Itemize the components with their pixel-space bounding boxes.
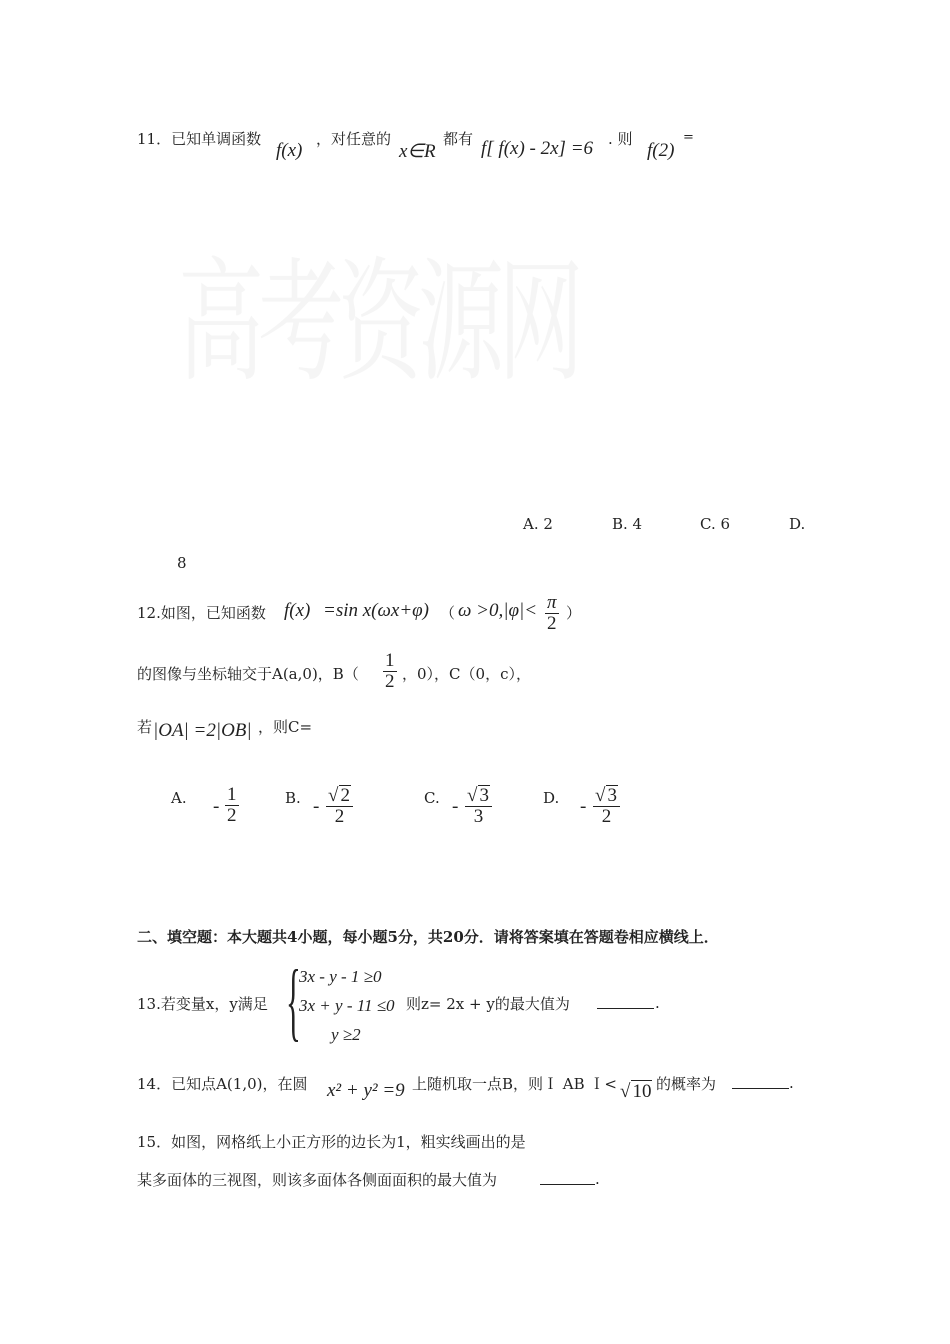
q11-fx: f(x) [276,140,303,161]
q11-equals: = [683,130,694,145]
q11-option-a: A. 2 [523,515,553,533]
watermark [178,215,578,407]
q13-constraints [299,962,395,1049]
q11-f2: f(2) [647,140,675,161]
q12-option-c-den: 3 [473,805,484,827]
q12-option-a-label: A. [171,789,187,807]
q11-option-d: D. [789,515,806,533]
q13-brace: { [286,953,301,1050]
q12-option-d-num: √ 3 [593,785,620,807]
q12-option-a-value [225,785,239,826]
q15-end: . [595,1170,600,1188]
q14-suffix: 的概率为 [656,1075,717,1093]
q12-two: 2 [547,612,557,634]
q14-end: . [789,1074,794,1092]
q15-line-2: 某多面体的三视图，则该多面体各侧面面积的最大值为 [137,1171,498,1189]
q12-condition: ω >0,|φ|< [458,600,538,621]
q11-prefix: 11．已知单调函数 [137,130,262,148]
q11-text-2: 都有 [443,130,474,148]
q14-prefix: 14．已知点A(1,0)，在圆 [137,1075,308,1093]
q12-abs-eq: |OA| =2|OB| [153,720,252,741]
q12-cond-open: （ [440,604,456,622]
q12-line2-b: ，0），C（0，c）， [402,665,531,683]
q12-option-b-num: √ 2 [326,785,353,807]
q12-option-b-minus: - [313,796,320,817]
q12-prefix: 12.如图，已知函数 [137,604,266,622]
q11-option-d-value: 8 [177,554,187,572]
q11-option-c: C. 6 [700,515,731,533]
q12-equation: =sin x(ωx+φ) [323,600,430,621]
q12-half-den: 2 [385,670,395,692]
q12-pi: π [547,592,557,613]
q12-option-c-label: C. [424,789,440,807]
q12-option-c-minus: - [452,796,459,817]
q12-half-num: 1 [385,650,395,671]
q12-option-b-label: B. [285,789,301,807]
q12-fx: f(x) [284,600,311,621]
q13-constraint-2: 3x + y - 11 ≤0 [299,996,395,1015]
q13-prefix: 13.若变量x，y满足 [137,995,268,1013]
q11-text-1: ，对任意的 [316,130,392,148]
q12-option-d-minus: - [580,796,587,817]
q12-option-a-den: 2 [227,804,237,826]
q14-middle: 上随机取一点B，则Ｉ AB Ｉ< [412,1075,617,1093]
q12-half [383,651,397,692]
q12-option-b-value [326,785,353,827]
q12-line2-a: 的图像与坐标轴交于A(a,0)，B（ [137,665,359,683]
q13-constraint-1: 3x - y - 1 ≥0 [299,967,382,986]
q12-option-d-label: D. [543,789,560,807]
q12-line3-a: 若 [137,718,153,736]
q15-line-1: 15．如图，网格纸上小正方形的边长为1，粗实线画出的是 [137,1133,526,1151]
q12-cond-close: ） [566,604,582,622]
q15-answer-blank[interactable] [540,1184,595,1185]
q13-constraint-3: y ≥2 [331,1025,361,1044]
q14-circle-equation: x² + y² =9 [327,1080,405,1101]
q12-option-b-den: 2 [334,805,345,827]
q11-text-3: . 则 [608,130,633,148]
q12-option-a-minus: - [213,796,220,817]
q13-answer-blank[interactable] [597,1008,654,1009]
q12-option-d-value [593,785,620,827]
q12-option-c-num: √ 3 [465,785,492,807]
q14-answer-blank[interactable] [732,1088,789,1089]
q13-end: . [655,994,660,1012]
q12-option-c-value [465,785,492,827]
section-2-heading: 二、填空题：本大题共4小题，每小题5分，共20分．请将答案填在答题卷相应横线上． [137,928,719,946]
q12-option-d-den: 2 [601,805,612,827]
q11-option-b: B. 4 [612,515,643,533]
q12-line3-b: ，则C= [258,718,313,736]
q11-domain: x∈R [399,141,436,162]
q12-pi-over-2 [545,593,559,634]
q12-option-a-num: 1 [227,784,237,805]
q13-suffix: 则z= 2x + y的最大值为 [406,995,570,1013]
q14-sqrt-10: √ 10 [620,1081,652,1102]
q11-equation: f[ f(x) - 2x] =6 [481,138,594,159]
